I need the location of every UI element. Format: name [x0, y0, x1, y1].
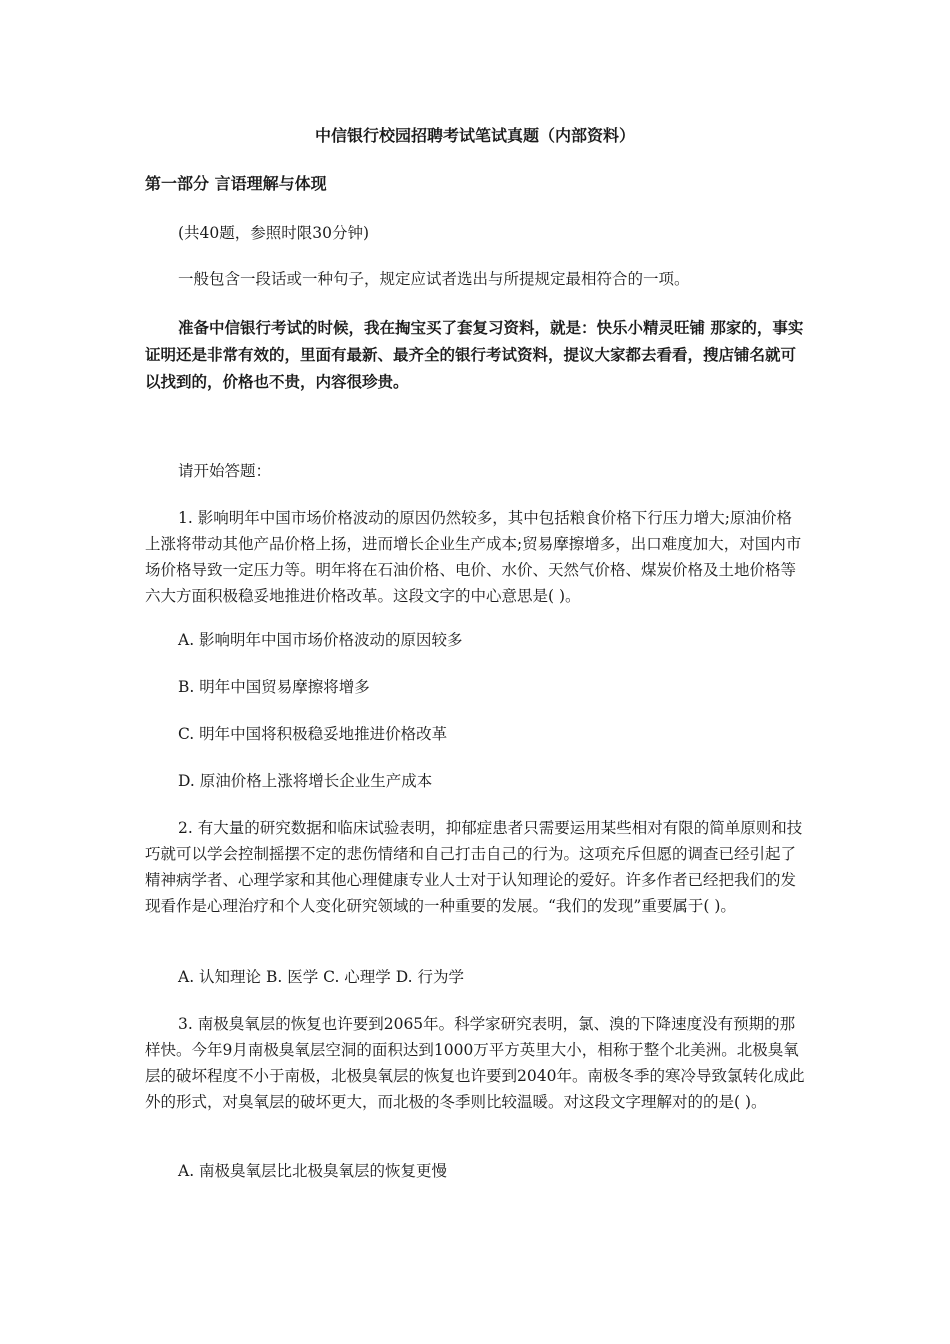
promo-paragraph: 准备中信银行考试的时候，我在掏宝买了套复习资料，就是：快乐小精灵旺铺 那家的，事实证明还是非常有效的，里面有最新、最齐全的银行考试资料，提议大家都去看看，搜店铺名就可以找到的，价格也不贵，内容很珍贵。	[145, 319, 804, 391]
document-title: 中信银行校园招聘考试笔试真题（内部资料）	[314, 126, 635, 145]
question-2-options: A. 认知理论 B. 医学 C. 心理学 D. 行为学	[178, 968, 464, 986]
instruction-text: 一般包含一段话或一种句子，规定应试者选出与所提规定最相符合的一项。	[178, 270, 690, 288]
question-1-option-b: B. 明年中国贸易摩擦将增多	[178, 678, 370, 696]
start-prompt: 请开始答题：	[178, 462, 272, 480]
section-heading: 第一部分 言语理解与体现	[145, 174, 327, 193]
question-1-option-a: A. 影响明年中国市场价格波动的原因较多	[178, 631, 463, 649]
question-1-option-d: D. 原油价格上涨将增长企业生产成本	[178, 772, 433, 790]
question-1-option-c: C. 明年中国将积极稳妥地推进价格改革	[178, 725, 448, 743]
question-2-text: 2. 有大量的研究数据和临床试验表明，抑郁症患者只需要运用某些相对有限的简单原则和技巧就可以学会控制摇摆不定的悲伤情绪和自己打击自己的行为。这项充斥但愿的调查已经引起了精神病学者、心理学家和其他心理健康专业人士对于认知理论的爱好。许多作者已经把我们的发现看作是心理治疗和个人变化研究领域的一种重要的发展。“我们的发现”重要属于( )。	[145, 819, 803, 915]
question-1-text: 1. 影响明年中国市场价格波动的原因仍然较多，其中包括粮食价格下行压力增大;原油价格上涨将带动其他产品价格上扬，进而增长企业生产成本;贸易摩擦增多，出口难度加大，对国内市场价格导致一定压力等。明年将在石油价格、电价、水价、天然气价格、煤炭价格及土地价格等六大方面积极稳妥地推进价格改革。这段文字的中心意思是( )。	[145, 509, 802, 605]
time-note: (共40题，参照时限30分钟)	[178, 224, 370, 242]
question-3-text: 3. 南极臭氧层的恢复也许要到2065年。科学家研究表明，氯、溴的下降速度没有预期的那样快。今年9月南极臭氧层空洞的面积达到1000万平方英里大小，相称于整个北美洲。北极臭氧层的破坏程度不小于南极，北极臭氧层的恢复也许要到2040年。南极冬季的寒冷导致氯转化成此外的形式，对臭氧层的破坏更大，而北极的冬季则比较温暖。对这段文字理解对的的是( )。	[145, 1015, 805, 1111]
question-3-option-a: A. 南极臭氧层比北极臭氧层的恢复更慢	[178, 1162, 448, 1180]
